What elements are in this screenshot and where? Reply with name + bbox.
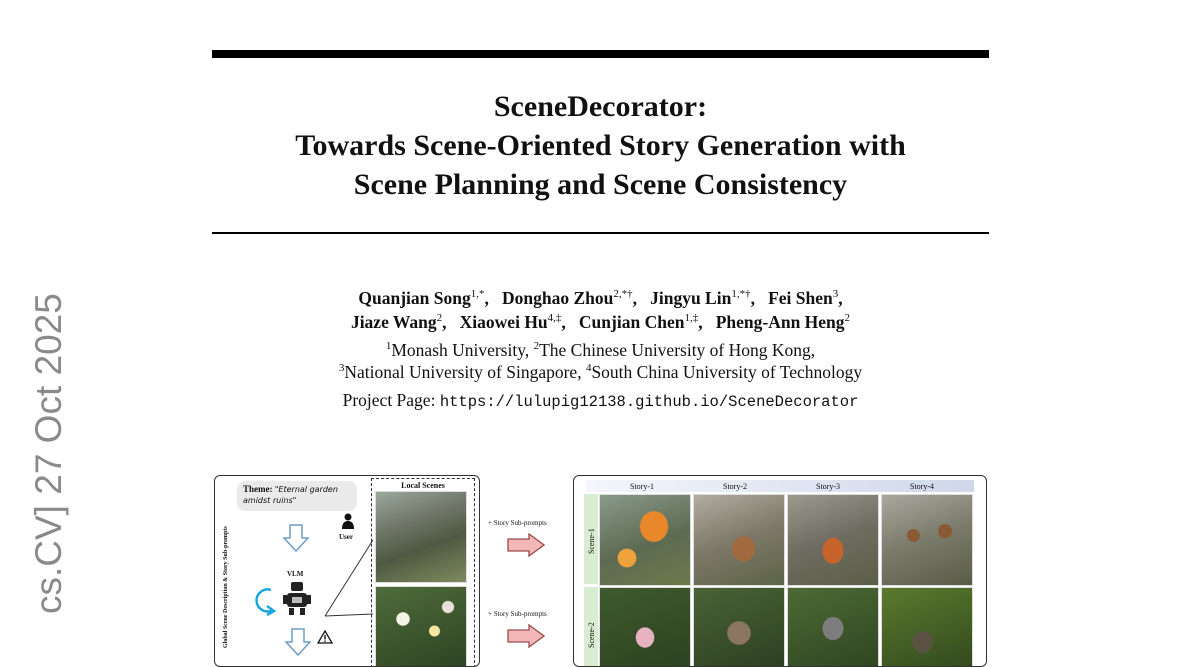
author: Fei Shen: [768, 288, 833, 308]
vertical-label: [223, 526, 229, 648]
loop-arrow-icon: [251, 586, 277, 621]
author-sup: 1,*: [470, 288, 485, 300]
scene-image-ruins: [375, 491, 467, 583]
story-label: Story-1: [630, 482, 654, 491]
down-arrow-icon: [285, 628, 311, 661]
affiliations: [212, 339, 989, 383]
affil-sup: 3: [338, 362, 345, 374]
story-image-owl: [693, 587, 785, 667]
project-page-link[interactable]: https://lulupig12138.github.io/SceneDecorator: [439, 393, 859, 411]
affil-sup: 4: [585, 362, 592, 374]
right-arrow-icon: [507, 624, 545, 653]
story-label: Story-4: [910, 482, 934, 491]
right-arrow-icon: [507, 533, 545, 562]
author-sup: 2: [436, 312, 443, 324]
paper-title: [212, 87, 989, 204]
scene-label: [587, 622, 596, 648]
author-sup: 2,*†: [613, 288, 633, 300]
author-line-1: Quanjian Song$^{1,*}$, Donghao Zhou$^{2,*\dagger}$, Jingyu Lin$^{1,*\dagger}$, Fei Shen$^3$,: [358, 288, 843, 308]
local-scenes-label: Local Scenes: [401, 481, 445, 490]
author-sup: 2: [844, 312, 851, 324]
title-line-3: Scene Planning and Scene Consistency: [353, 168, 848, 201]
theme-bubble: [237, 481, 357, 511]
affiliation: Monash University,: [391, 340, 534, 360]
affiliation: The Chinese University of Hong Kong,: [539, 340, 816, 360]
down-arrow-icon: [283, 524, 309, 557]
affiliation: South China University of Technology: [591, 362, 863, 382]
author-list: [212, 286, 989, 334]
title-line-2: Towards Scene-Oriented Story Generation with: [295, 129, 906, 162]
author-line-2: Jiaze Wang$^2$, Xiaowei $Hu^{4,\ddagger}$, Cunjian Chen$^{1,\ddagger}$, Pheng-Ann Heng$^2$: [350, 312, 851, 332]
author-sup: 3: [832, 288, 839, 300]
figure-left-panel: [214, 475, 480, 667]
user-icon: [341, 513, 355, 529]
affiliation-line-2: [212, 361, 989, 383]
title-rule-bottom: [212, 232, 989, 234]
author: Quanjian Song: [358, 288, 471, 308]
story-image-girl: [599, 587, 691, 667]
author-sup: 4,‡: [547, 312, 562, 324]
title-rule-top: [212, 50, 989, 58]
arxiv-stamp-text: cs.CV] 27 Oct 2025: [28, 293, 69, 614]
story-label: Story-3: [816, 482, 840, 491]
story-image-butterfly: [599, 494, 691, 586]
sub-prompts-label-2: + Story Sub-prompts: [488, 610, 547, 618]
warning-icon: [317, 630, 333, 649]
author: Jiaze Wang: [350, 312, 437, 332]
author: Donghao Zhou: [501, 288, 614, 308]
robot-icon: [283, 580, 311, 621]
arxiv-stamp: [0, 0, 90, 648]
theme-text: "Eternal garden amidst ruins": [243, 485, 338, 505]
author-sup: 1,*†: [731, 288, 751, 300]
story-image-fox: [787, 494, 879, 586]
affiliation-line-1: [212, 339, 989, 361]
project-page: [212, 389, 989, 413]
story-image-squirrels: [881, 494, 973, 586]
author: Cunjian Chen: [578, 312, 685, 332]
project-page-label: Project Page:: [342, 390, 440, 410]
author: Jingyu Lin: [650, 288, 732, 308]
theme-label: Theme:: [243, 484, 273, 494]
affil-sup: 2: [533, 340, 540, 352]
scene-label: [587, 528, 596, 554]
zoom-lines: [323, 538, 375, 623]
author: Pheng-Ann Heng: [715, 312, 845, 332]
author: Xiaowei Hu: [459, 312, 548, 332]
sub-prompts-label-1: + Story Sub-prompts: [488, 519, 547, 527]
user-label: User: [339, 533, 353, 541]
story-image-raccoon: [787, 587, 879, 667]
story-image-deer: [693, 494, 785, 586]
scene-label-text: Scene-2: [587, 622, 596, 648]
affiliation: National University of Singapore,: [344, 362, 586, 382]
vertical-label-text: Global Scene Description & Story Sub-prompts: [223, 526, 229, 648]
story-label: Story-2: [723, 482, 747, 491]
story-image-snake: [881, 587, 973, 667]
affil-sup: 1: [385, 340, 392, 352]
scene-label-text: Scene-1: [587, 528, 596, 554]
scene-image-flowers: [375, 586, 467, 667]
author-sup: 1,‡: [684, 312, 699, 324]
figure-right-panel: [573, 475, 987, 667]
vlm-label: VLM: [287, 570, 304, 578]
title-line-1: SceneDecorator:: [493, 90, 708, 123]
